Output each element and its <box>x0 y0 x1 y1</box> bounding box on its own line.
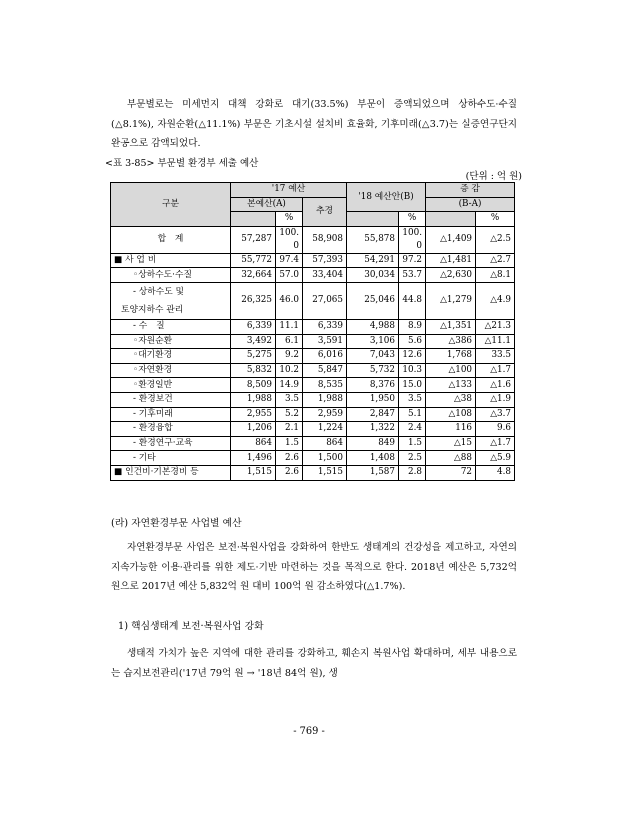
cell-pb: 5.6 <box>399 334 426 349</box>
row-label: - 환경보건 <box>111 392 231 407</box>
cell-pd: △4.9 <box>476 282 515 319</box>
cell-b: 1,322 <box>347 422 399 437</box>
cell-pa: 100.0 <box>276 226 303 253</box>
row-label: ■ 인건비·기본경비 등 <box>111 465 231 480</box>
table-row <box>111 226 515 253</box>
header-main-budget: 본예산(A) <box>231 197 303 212</box>
cell-pa: 1.5 <box>276 436 303 451</box>
cell-pd: △2.7 <box>476 253 515 268</box>
cell-pb: 2.8 <box>399 465 426 480</box>
row-label <box>111 282 231 319</box>
cell-supp: 27,065 <box>303 282 347 319</box>
row-label: ◦상하수도·수질 <box>111 268 231 283</box>
table-row <box>111 363 515 378</box>
table-unit: (단위 : 억 원) <box>465 171 522 182</box>
cell-a: 1,988 <box>231 392 276 407</box>
row-label-line1: - 상하수도 및 <box>133 286 185 297</box>
row-label: - 기타 <box>111 451 231 466</box>
cell-pd: △1.7 <box>476 436 515 451</box>
cell-a: 1,515 <box>231 465 276 480</box>
cell-supp: 1,500 <box>303 451 347 466</box>
intro-text: 부문별로는 미세먼지 대책 강화로 대기(33.5%) 부문이 증액되었으며 상하수도·수질(△8.1%), 자원순환(△11.1%) 부문은 기초시설 설치비 효율화, 기후미래(△3.7)는 실증연구단지 완공으로 감액되었다. <box>111 99 517 149</box>
cell-pa: 57.0 <box>276 268 303 283</box>
row-label: 합 계 <box>111 226 231 253</box>
row-label: ◦자연환경 <box>111 363 231 378</box>
cell-pb: 5.1 <box>399 407 426 422</box>
cell-b: 7,043 <box>347 349 399 364</box>
cell-pd: △1.7 <box>476 363 515 378</box>
cell-pd: 33.5 <box>476 349 515 364</box>
cell-diff: △88 <box>426 451 476 466</box>
cell-pa: 5.2 <box>276 407 303 422</box>
cell-pd: △21.3 <box>476 319 515 334</box>
row-label: ◦환경일반 <box>111 378 231 393</box>
table-row <box>111 392 515 407</box>
row-label: - 기후미래 <box>111 407 231 422</box>
cell-pd: △11.1 <box>476 334 515 349</box>
cell-pb: 3.5 <box>399 392 426 407</box>
cell-pa: 11.1 <box>276 319 303 334</box>
cell-b: 55,878 <box>347 226 399 253</box>
cell-a: 57,287 <box>231 226 276 253</box>
row-label: ◦대기환경 <box>111 349 231 364</box>
table-caption: <표 3-85> 부문별 환경부 세출 예산 <box>105 158 259 169</box>
cell-pa: 97.4 <box>276 253 303 268</box>
cell-pb: 44.8 <box>399 282 426 319</box>
cell-b: 4,988 <box>347 319 399 334</box>
cell-supp: 57,393 <box>303 253 347 268</box>
header-y17: '17 예산 <box>231 183 347 198</box>
cell-diff: △100 <box>426 363 476 378</box>
cell-supp: 8,535 <box>303 378 347 393</box>
table-row <box>111 422 515 437</box>
row-label: - 수 질 <box>111 319 231 334</box>
cell-a: 2,955 <box>231 407 276 422</box>
cell-pd: △5.9 <box>476 451 515 466</box>
cell-diff: △1,351 <box>426 319 476 334</box>
section-heading: (라) 자연환경부문 사업별 예산 <box>111 518 242 529</box>
cell-pa: 9.2 <box>276 349 303 364</box>
cell-b: 3,106 <box>347 334 399 349</box>
budget-table <box>110 182 515 481</box>
header-category: 구분 <box>111 183 231 227</box>
cell-a: 5,832 <box>231 363 276 378</box>
cell-b: 5,732 <box>347 363 399 378</box>
cell-supp: 1,224 <box>303 422 347 437</box>
cell-diff: △1,409 <box>426 226 476 253</box>
subsection-heading: 1) 핵심생태계 보전·복원사업 강화 <box>118 621 264 632</box>
cell-diff: △108 <box>426 407 476 422</box>
cell-pb: 2.4 <box>399 422 426 437</box>
cell-pb: 15.0 <box>399 378 426 393</box>
table-row <box>111 334 515 349</box>
cell-diff: △1,481 <box>426 253 476 268</box>
cell-pa: 6.1 <box>276 334 303 349</box>
cell-b: 30,034 <box>347 268 399 283</box>
cell-pd: 9.6 <box>476 422 515 437</box>
cell-a: 6,339 <box>231 319 276 334</box>
cell-pa: 2.6 <box>276 465 303 480</box>
cell-pb: 2.5 <box>399 451 426 466</box>
cell-diff: △38 <box>426 392 476 407</box>
header-d-value <box>426 212 476 227</box>
table-row <box>111 319 515 334</box>
cell-b: 2,847 <box>347 407 399 422</box>
cell-pd: △2.5 <box>476 226 515 253</box>
cell-pd: 4.8 <box>476 465 515 480</box>
cell-diff: △15 <box>426 436 476 451</box>
cell-pd: △8.1 <box>476 268 515 283</box>
cell-pb: 100.0 <box>399 226 426 253</box>
cell-supp: 6,016 <box>303 349 347 364</box>
row-label: ■ 사 업 비 <box>111 253 231 268</box>
cell-pd: △1.9 <box>476 392 515 407</box>
header-d-pct: % <box>476 212 515 227</box>
section-paragraph <box>111 538 517 597</box>
cell-b: 1,950 <box>347 392 399 407</box>
cell-supp: 1,988 <box>303 392 347 407</box>
header-change: 증 감 <box>426 183 515 198</box>
cell-diff: △133 <box>426 378 476 393</box>
row-label: ◦자원순환 <box>111 334 231 349</box>
header-diff: (B-A) <box>426 197 515 212</box>
cell-pa: 14.9 <box>276 378 303 393</box>
cell-pd: △1.6 <box>476 378 515 393</box>
cell-supp: 864 <box>303 436 347 451</box>
cell-b: 54,291 <box>347 253 399 268</box>
header-y18: '18 예산안(B) <box>347 183 426 212</box>
cell-a: 864 <box>231 436 276 451</box>
cell-supp: 2,959 <box>303 407 347 422</box>
cell-b: 1,587 <box>347 465 399 480</box>
page-number: - 769 - <box>293 726 325 737</box>
cell-a: 3,492 <box>231 334 276 349</box>
section-text: 자연환경부문 사업은 보전·복원사업을 강화하여 한반도 생태계의 건강성을 제고하고, 자연의 지속가능한 이용·관리를 위한 제도·기반 마련하는 것을 목적으로 한다. 2018년 예산은 5,732억 원으로 2017년 예산 5,832억 원 대비 100억 원 감소하였다(△1.7%). <box>111 542 517 592</box>
cell-b: 25,046 <box>347 282 399 319</box>
table-row <box>111 407 515 422</box>
table-row <box>111 253 515 268</box>
cell-diff: 116 <box>426 422 476 437</box>
header-a-value <box>231 212 276 227</box>
cell-pb: 1.5 <box>399 436 426 451</box>
cell-a: 26,325 <box>231 282 276 319</box>
cell-pb: 53.7 <box>399 268 426 283</box>
table-row <box>111 378 515 393</box>
table-row <box>111 349 515 364</box>
table-row <box>111 268 515 283</box>
row-label: - 환경융합 <box>111 422 231 437</box>
cell-diff: 1,768 <box>426 349 476 364</box>
cell-supp: 58,908 <box>303 226 347 253</box>
cell-pd: △3.7 <box>476 407 515 422</box>
cell-a: 32,664 <box>231 268 276 283</box>
cell-a: 8,509 <box>231 378 276 393</box>
cell-pa: 3.5 <box>276 392 303 407</box>
table-row <box>111 436 515 451</box>
cell-pa: 10.2 <box>276 363 303 378</box>
header-a-pct: % <box>276 212 303 227</box>
header-b-pct: % <box>399 212 426 227</box>
cell-diff: △1,279 <box>426 282 476 319</box>
row-label: - 환경연구·교육 <box>111 436 231 451</box>
cell-a: 1,206 <box>231 422 276 437</box>
cell-a: 1,496 <box>231 451 276 466</box>
cell-pa: 2.6 <box>276 451 303 466</box>
cell-pb: 8.9 <box>399 319 426 334</box>
cell-a: 55,772 <box>231 253 276 268</box>
intro-paragraph <box>111 95 517 154</box>
cell-diff: △2,630 <box>426 268 476 283</box>
table-row <box>111 282 515 319</box>
cell-diff: △386 <box>426 334 476 349</box>
cell-supp: 6,339 <box>303 319 347 334</box>
table-row <box>111 465 515 480</box>
header-supplementary: 추경 <box>303 197 347 226</box>
cell-diff: 72 <box>426 465 476 480</box>
cell-a: 5,275 <box>231 349 276 364</box>
cell-b: 1,408 <box>347 451 399 466</box>
cell-supp: 3,591 <box>303 334 347 349</box>
cell-pb: 10.3 <box>399 363 426 378</box>
cell-b: 849 <box>347 436 399 451</box>
row-label-line2: 토양지하수 관리 <box>121 304 184 315</box>
cell-pa: 2.1 <box>276 422 303 437</box>
subsection-paragraph <box>111 644 517 683</box>
cell-pa: 46.0 <box>276 282 303 319</box>
cell-supp: 33,404 <box>303 268 347 283</box>
cell-supp: 5,847 <box>303 363 347 378</box>
subsection-text: 생태적 가치가 높은 지역에 대한 관리를 강화하고, 훼손지 복원사업 확대하며, 세부 내용으로는 습지보전관리('17년 79억 원 → '18년 84억 원), 생 <box>111 648 517 679</box>
header-b-value <box>347 212 399 227</box>
cell-pb: 12.6 <box>399 349 426 364</box>
cell-b: 8,376 <box>347 378 399 393</box>
cell-supp: 1,515 <box>303 465 347 480</box>
cell-pb: 97.2 <box>399 253 426 268</box>
table-row <box>111 451 515 466</box>
